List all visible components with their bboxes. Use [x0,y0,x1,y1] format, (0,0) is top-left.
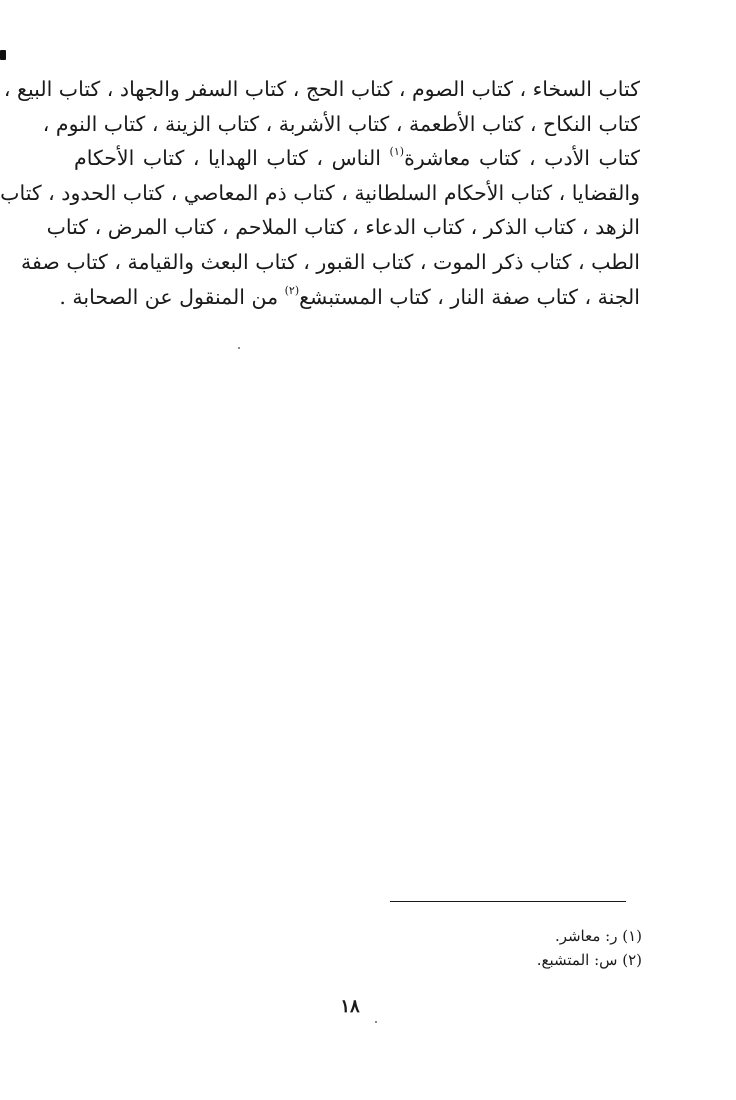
text-segment: الناس ، كتاب الهدايا ، كتاب الأحكام [74,146,381,171]
page-number: ١٨ [340,996,360,1017]
text-line [74,141,640,176]
text-line: كتاب السخاء ، كتاب الصوم ، كتاب الحج ، كتاب السفر والجهاد ، كتاب البيع ، [3,77,640,101]
text-segment: كتاب الأدب ، كتاب معاشرة [404,146,640,171]
text-segment: الجنة ، كتاب صفة النار ، كتاب المستبشع [299,284,640,309]
footnote-reference-1: (١) [389,145,405,159]
footnote-1: (١) ر: معاشر. [554,927,642,945]
footnote-reference-2: (٢) [284,283,300,297]
text-segment: من المنقول عن الصحابة . [59,284,279,309]
footnote-divider [390,901,626,902]
main-paragraph [0,72,640,314]
text-line: الطب ، كتاب ذكر الموت ، كتاب القبور ، كتاب البعث والقيامة ، كتاب صفة [21,249,640,274]
scan-speck [238,347,240,349]
footnotes [380,924,642,972]
footnote-2: (٢) س: المتشبع. [536,951,642,969]
page-edge-mark [0,50,6,60]
scan-speck [375,1021,377,1023]
text-line: الزهد ، كتاب الذكر ، كتاب الدعاء ، كتاب الملاحم ، كتاب المرض ، كتاب [46,215,640,240]
text-line: كتاب النكاح ، كتاب الأطعمة ، كتاب الأشربة ، كتاب الزينة ، كتاب النوم ، [42,111,640,136]
text-line [59,280,640,315]
text-line: والقضايا ، كتاب الأحكام السلطانية ، كتاب ذم المعاصي ، كتاب الحدود ، كتاب [0,180,640,205]
